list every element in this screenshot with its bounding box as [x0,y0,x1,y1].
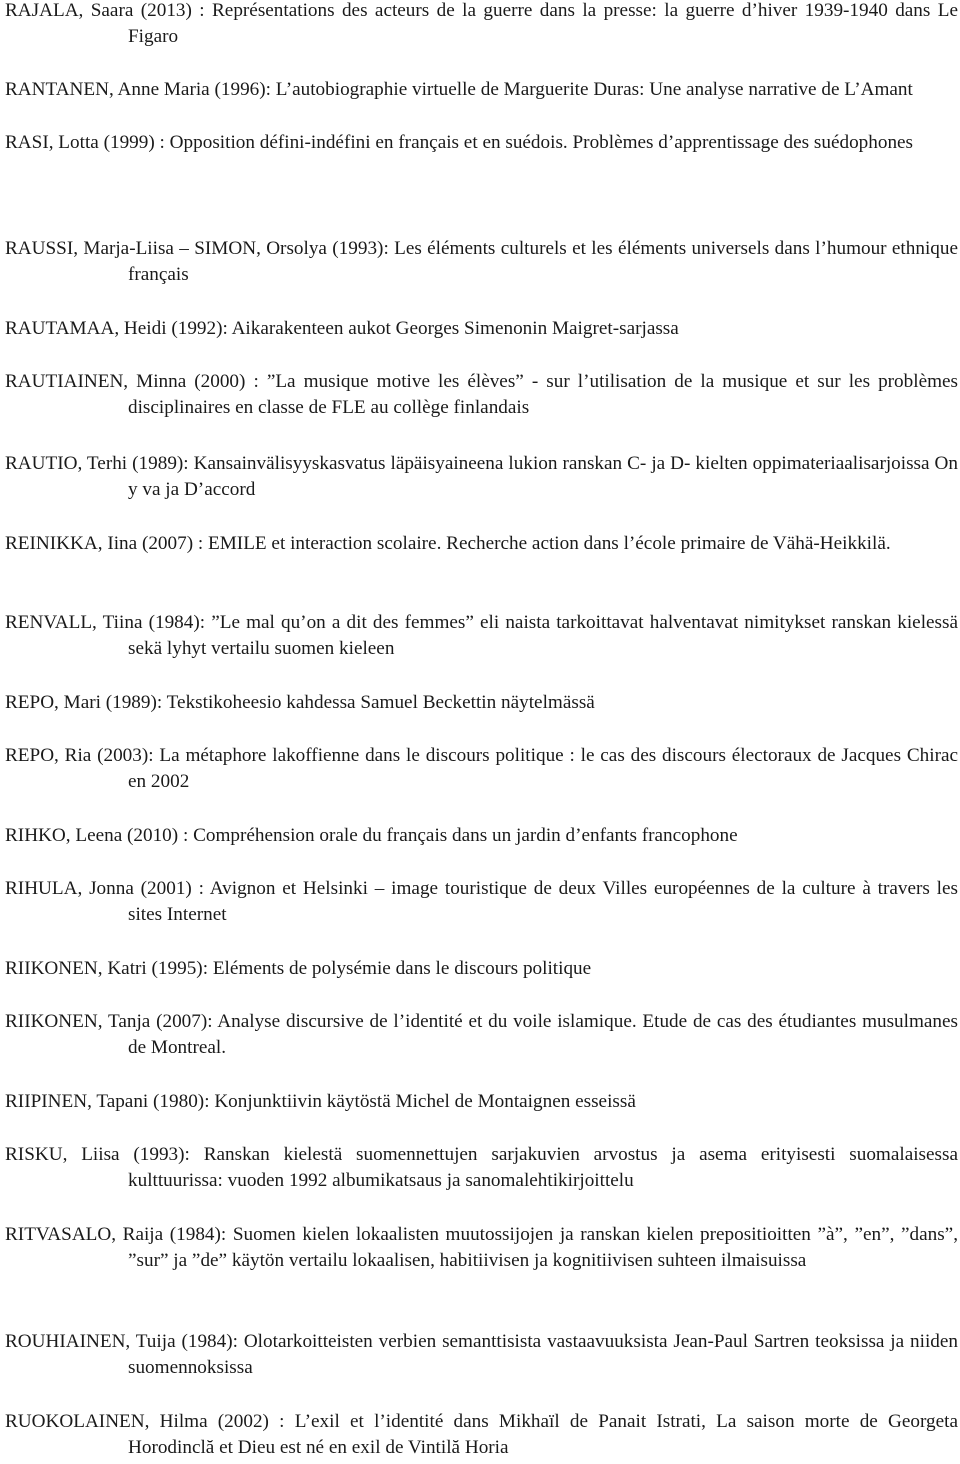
bibliography-entry: REPO, Ria (2003): La métaphore lakoffienne dans le discours politique : le cas des discours électoraux de Jacques Chirac en 2002 [5,745,958,793]
bibliography-entry: RIIPINEN, Tapani (1980): Konjunktiivin käytöstä Michel de Montaignen esseissä [5,1091,636,1112]
bibliography-entry: RUOKOLAINEN, Hilma (2002) : L’exil et l’identité dans Mikhaïl de Panait Istrati, La saison morte de Georgeta Horodinclă et Dieu est né en exil de Vintilă Horia [5,1411,958,1459]
bibliography-entry: RIIKONEN, Katri (1995): Eléments de polysémie dans le discours politique [5,958,592,979]
bibliography-entry: REINIKKA, Iina (2007) : EMILE et interaction scolaire. Recherche action dans l’école primaire de Vähä-Heikkilä. [5,533,891,554]
bibliography-entry: REPO, Mari (1989): Tekstikoheesio kahdessa Samuel Beckettin näytelmässä [5,692,595,713]
bibliography-entry: RENVALL, Tiina (1984): ”Le mal qu’on a dit des femmes” eli naista tarkoittavat halventavat nimitykset ranskan kielessä sekä lyhyt vertailu suomen kieleen [5,612,958,660]
bibliography-entry: RAJALA, Saara (2013) : Représentations des acteurs de la guerre dans la presse: la guerre d’hiver 1939-1940 dans Le Figaro [5,0,958,48]
bibliography-entry: RAUTIO, Terhi (1989): Kansainvälisyyskasvatus läpäisyaineena lukion ranskan C- ja D- kielten oppimateriaalisarjoissa On y va ja D’accord [5,453,958,501]
bibliography-entry: RISKU, Liisa (1993): Ranskan kielestä suomennettujen sarjakuvien arvostus ja asema erityisesti suomalaisessa kulttuurissa: vuoden 1992 albumikatsaus ja sanomalehtikirjoittelu [5,1144,958,1192]
bibliography-entry: RIIKONEN, Tanja (2007): Analyse discursive de l’identité et du voile islamique. Etude de cas des étudiantes musulmanes de Montreal. [5,1011,958,1059]
bibliography-entry: RASI, Lotta (1999) : Opposition défini-indéfini en français et en suédois. Problèmes d’apprentissage des suédophones [5,132,914,153]
bibliography-entry: RIHULA, Jonna (2001) : Avignon et Helsinki – image touristique de deux Villes européennes de la culture à travers les sites Internet [5,878,958,926]
bibliography-entry: RAUTAMAA, Heidi (1992): Aikarakenteen aukot Georges Simenonin Maigret-sarjassa [5,318,679,339]
bibliography-entry: RAUTIAINEN, Minna (2000) : ”La musique motive les élèves” - sur l’utilisation de la musique et sur les problèmes disciplinaires en classe de FLE au collège finlandais [5,371,958,419]
bibliography-entry: RANTANEN, Anne Maria (1996): L’autobiographie virtuelle de Marguerite Duras: Une analyse narrative de L’Amant [5,79,913,100]
bibliography-entry: RITVASALO, Raija (1984): Suomen kielen lokaalisten muutossijojen ja ranskan kielen prepositioitten ”à”, ”en”, ”dans”, ”sur” ja ”de” käytön vertailu lokaalisen, habitiivisen ja kognitiivisen suhteen ilmaisuissa [5,1224,958,1272]
bibliography-entry: ROUHIAINEN, Tuija (1984): Olotarkoitteisten verbien semanttisista vastaavuuksista Jean-Paul Sartren teoksissa ja niiden suomennoksissa [5,1331,958,1379]
bibliography-entry: RAUSSI, Marja-Liisa – SIMON, Orsolya (1993): Les éléments culturels et les éléments universels dans l’humour ethnique français [5,238,958,286]
bibliography-entry: RIHKO, Leena (2010) : Compréhension orale du français dans un jardin d’enfants francophone [5,825,738,846]
